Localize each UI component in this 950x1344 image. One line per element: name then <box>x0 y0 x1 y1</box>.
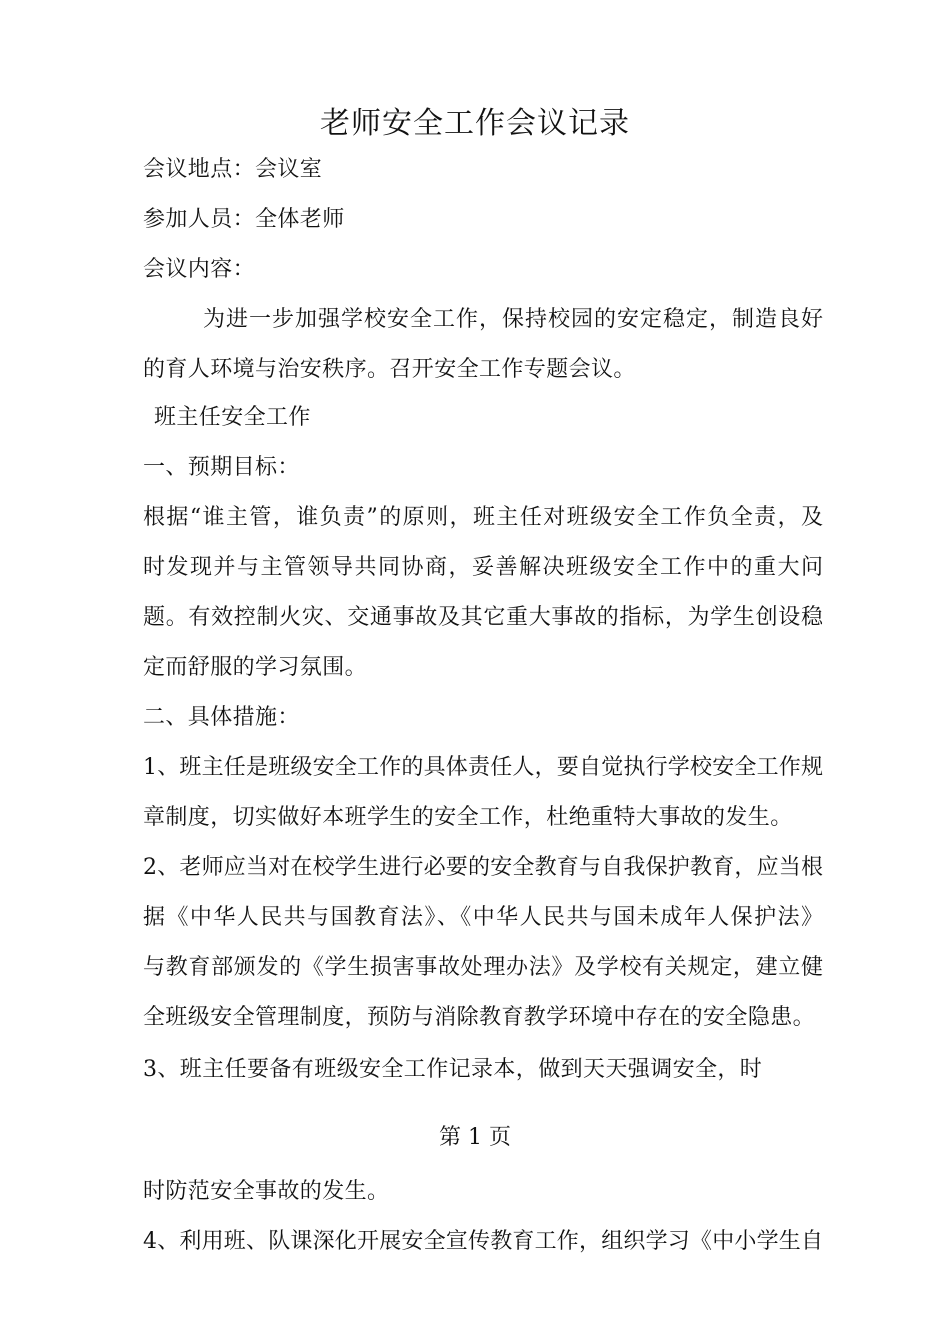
measure-paragraph-line: 3、班主任要备有班级安全工作记录本，做到天天强调安全，时 <box>143 1057 763 1082</box>
measure-paragraph-line: 时防范安全事故的发生。 <box>143 1179 390 1204</box>
measure-paragraph-line: 1、班主任是班级安全工作的具体责任人，要自觉执行学校安全工作规 <box>143 755 823 780</box>
measure-paragraph-line: 2、老师应当对在校学生进行必要的安全教育与自我保护教育，应当根 <box>143 855 823 880</box>
goal-paragraph-line: 定而舒服的学习氛围。 <box>143 655 368 680</box>
document-title: 老师安全工作会议记录 <box>320 106 630 141</box>
meeting-location: 会议地点：会议室 <box>143 157 323 182</box>
goal-paragraph-line: 时发现并与主管领导共同协商，妥善解决班级安全工作中的重大问 <box>143 555 823 580</box>
goal-paragraph-line: 题。有效控制火灾、交通事故及其它重大事故的指标，为学生创设稳 <box>143 605 823 630</box>
measure-paragraph-line: 全班级安全管理制度，预防与消除教育教学环境中存在的安全隐患。 <box>143 1005 816 1030</box>
meeting-attendees: 参加人员：全体老师 <box>143 207 345 232</box>
measure-paragraph-line: 章制度，切实做好本班学生的安全工作，杜绝重特大事故的发生。 <box>143 805 793 830</box>
goal-heading: 一、预期目标： <box>143 455 300 480</box>
meeting-content-heading: 会议内容： <box>143 257 256 282</box>
measure-paragraph-line: 据《中华人民共与国教育法》、《中华人民共与国未成年人保护法》 <box>143 905 823 930</box>
measure-paragraph-line: 与教育部颁发的《学生损害事故处理办法》及学校有关规定，建立健 <box>143 955 823 980</box>
intro-paragraph-line: 的育人环境与治安秩序。召开安全工作专题会议。 <box>143 357 636 382</box>
section-heading: 班主任安全工作 <box>154 405 311 430</box>
measure-paragraph-line: 4、利用班、队课深化开展安全宣传教育工作，组织学习《中小学生自 <box>143 1229 823 1254</box>
page-number: 第 1 页 <box>439 1125 511 1150</box>
goal-paragraph-line: 根据“谁主管，谁负责”的原则，班主任对班级安全工作负全责，及 <box>143 505 823 530</box>
measures-heading: 二、具体措施： <box>143 705 300 730</box>
intro-paragraph-line: 为进一步加强学校安全工作，保持校园的安定稳定，制造良好 <box>203 307 823 332</box>
